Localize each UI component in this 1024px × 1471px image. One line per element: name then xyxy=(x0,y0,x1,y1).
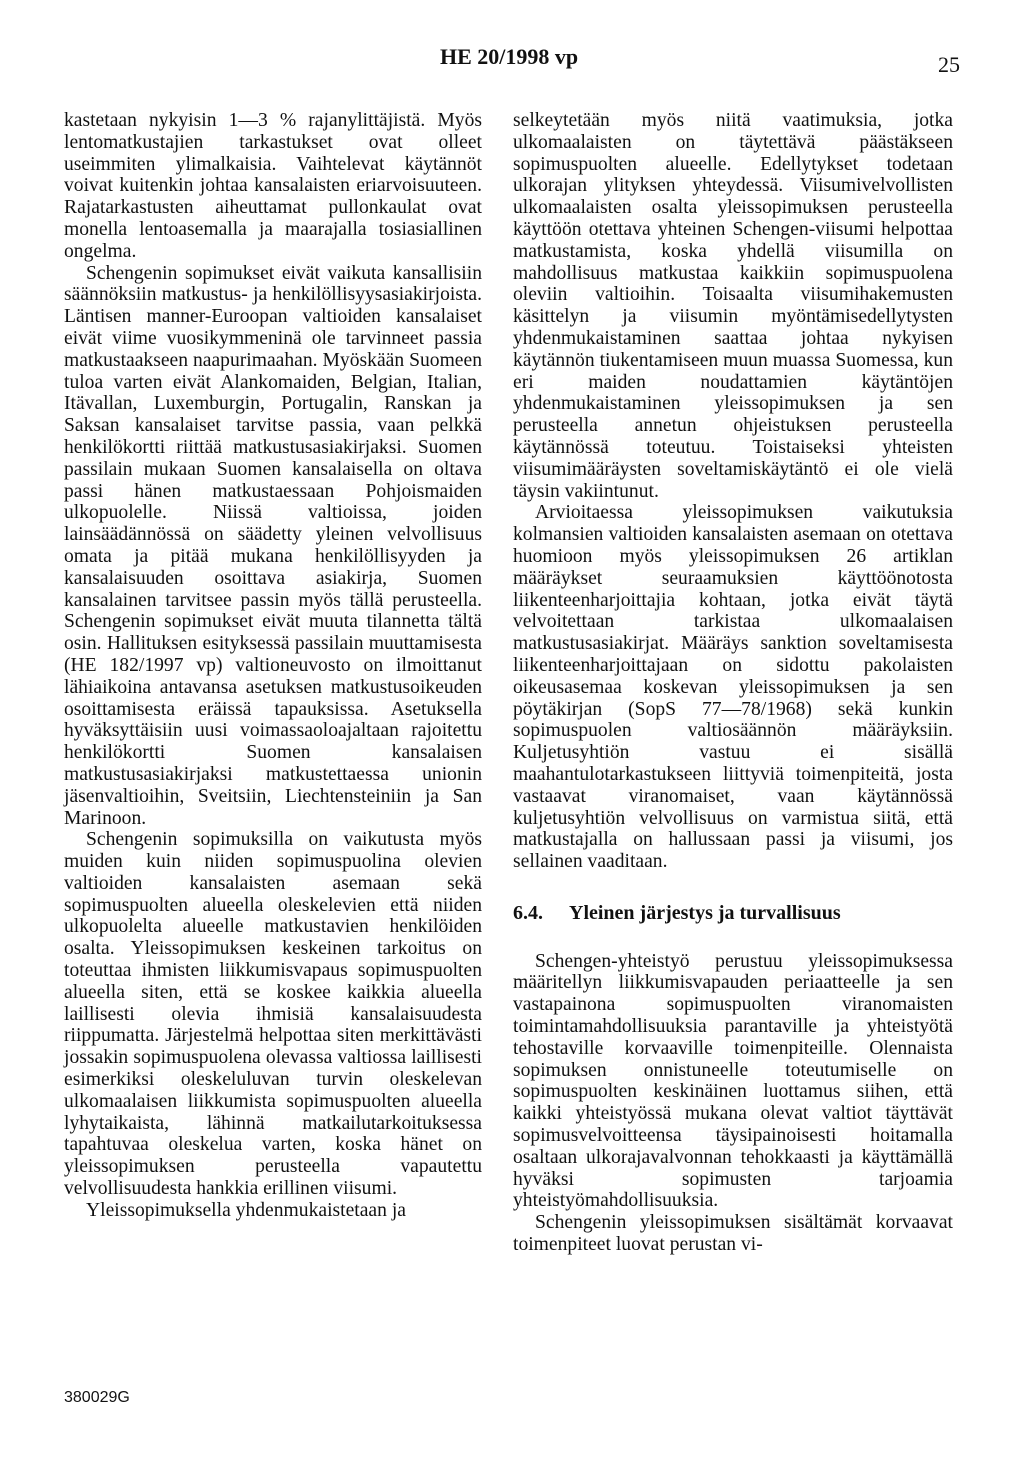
paragraph: Schengen-yhteistyö perustuu yleissopimuksessa määritellyn liikkumisvapauden periaatteelle ja sen vastapainona sopimuspuolten viranomaisten toimintamahdollisuuksia parantaville ja yhteistyötä tehostaville korvaaville toimenpiteille. Olennaista sopimuksen onnistuneelle toteutumiselle on sopimuspuolten keskinäinen luottamus siihen, että kaikki yhteistyössä mukana olevat valtiot täyttävät sopimusvelvoitteensa täysipainoisesti hoitamalla osaltaan ulkorajavalvonnan tehokkaasti ja käyttämällä hyväksi sopimusten tarjoamia yhteistyömahdollisuuksia. xyxy=(513,950,953,1212)
paragraph: Schengenin sopimukset eivät vaikuta kansallisiin säännöksiin matkustus- ja henkilöllisyysasiakirjoista. Läntisen manner-Euroopan valtioiden kansalaiset eivät viime vuosikymmeninä ole tarvinneet passia matkustaakseen naapurimaahan. Myöskään Suomeen tuloa varten eivät Alankomaiden, Belgian, Italian, Itävallan, Luxemburgin, Portugalin, Ranskan ja Saksan kansalaiset tarvitse passia, vaan pelkkä henkilökortti riittää matkustusasiakirjaksi. Suomen passilain mukaan Suomen kansalaisella on oltava passi hänen matkustaessaan Pohjoismaiden ulkopuolelle. Niissä valtioissa, joiden lainsäädännössä on säädetty yleinen velvollisuus omata ja pitää mukana henkilöllisyyden ja kansalaisuuden osoittava asiakirja, Suomen kansalainen tarvitsee passin myös tällä perusteella. Schengenin sopimukset eivät muuta tilannetta tältä osin. Hallituksen esityksessä passilain muuttamisesta (HE 182/1997 vp) valtioneuvosto on ilmoittanut lähiaikoina antavansa asetuksen matkustusoikeuden osoittamisesta eräissä tapauksissa. Asetuksella hyväksyttäisiin uusi voimassaoloajaltaan rajoitettu henkilökortti Suomen kansalaisen matkustusasiakirjaksi matkustettaessa unionin jäsenvaltioihin, Sveitsiin, Liechtensteiniin ja San Marinoon. xyxy=(64,262,482,829)
left-column xyxy=(64,110,482,1222)
document-header: HE 20/1998 vp xyxy=(440,44,579,69)
paragraph: Schengenin yleissopimuksen sisältämät korvaavat toimenpiteet luovat perustan vi- xyxy=(513,1212,953,1256)
document-code: 380029G xyxy=(64,1389,130,1406)
paragraph: Schengenin sopimuksilla on vaikutusta myös muiden kuin niiden sopimuspuolina olevien valtioiden kansalaisten asemaan sekä sopimuspuolten alueella oleskelevien että niiden ulkopuolelta alueelle matkustavien henkilöiden osalta. Yleissopimuksen keskeinen tarkoitus on toteuttaa ihmisten liikkumisvapaus sopimuspuolten alueella siten, että se koskee kaikkia alueella laillisesti olevia ihmisiä kansalaisuudesta riippumatta. Järjestelmä helpottaa siten merkittävästi jossakin sopimuspuolena olevassa valtiossa laillisesti esimerkiksi oleskeluluvan turvin oleskelevan ulkomaalaisen liikkumista sopimuspuolten alueella lyhytaikaista, lähinnä matkailutarkoituksessa tapahtuvaa oleskelua varten, koska hänet on yleissopimuksen perusteella vapautettu velvollisuudesta hankkia erillinen viisumi. xyxy=(64,829,482,1200)
section-title: Yleinen järjestys ja turvallisuus xyxy=(569,901,841,924)
section-heading xyxy=(513,903,953,925)
page-number: 25 xyxy=(938,52,960,77)
right-column xyxy=(513,110,953,1256)
paragraph: kastetaan nykyisin 1—3 % rajanylittäjistä. Myös lentomatkustajien tarkastukset ovat olleet useimmiten ylimalkaisia. Vaihtelevat käytännöt voivat kuitenkin johtaa kansalaisten eriarvoisuuteen. Rajatarkastusten aiheuttamat pullonkaulat ovat monella lentoasemalla ja maarajalla tosiasiallinen ongelma. xyxy=(64,110,482,262)
paragraph: Yleissopimuksella yhdenmukaistetaan ja xyxy=(86,1199,406,1221)
section-number: 6.4. xyxy=(513,901,543,924)
paragraph: Arvioitaessa yleissopimuksen vaikutuksia kolmansien valtioiden kansalaisten asemaan on otettava huomioon myös yleissopimuksen 26 artiklan määräykset seuraamuksien käyttöönotosta liikenteenharjoittajia kohtaan, jotka eivät täytä velvoitettaan tarkistaa ulkomaalaisen matkustusasiakirjat. Määräys sanktion soveltamisesta liikenteenharjoittajaan on sidottu pakolaisten oikeusasemaa koskevan yleissopimuksen ja sen pöytäkirjan (SopS 77—78/1968) sekä kunkin sopimuspuolen valtiosäännön määräyksiin. Kuljetusyhtiön vastuu ei sisällä maahantulotarkastukseen liittyviä toimenpiteitä, josta vastaavat viranomaiset, vaan käytännössä kuljetusyhtiön velvollisuus on varmistua siitä, että matkustajalla on hallussaan passi ja viisumi, jos sellainen vaaditaan. xyxy=(513,502,953,873)
paragraph: selkeytetään myös niitä vaatimuksia, jotka ulkomaalaisten on täytettävä päästäkseen sopimuspuolten alueelle. Edellytykset todetaan ulkorajan ylityksen yhteydessä. Viisumivelvollisten ulkomaalaisten osalta yleissopimuksen perusteella käyttöön otettava yhteinen Schengen-viisumi helpottaa matkustamista, koska yhdellä viisumilla on mahdollisuus matkustaa kaikkiin sopimuspuolena oleviin valtioihin. Toisaalta viisumihakemusten käsittelyn ja viisumin myöntämisedellytysten yhdenmukaistaminen saattaa johtaa nykyisen käytännön tiukentamiseen muun muassa Suomessa, kun eri maiden noudattamien käytäntöjen yhdenmukaistaminen yleissopimuksen ja sen perusteella annetun ohjeistuksen perusteella käytännössä toteutuu. Toistaiseksi yhteisten viisumimääräysten soveltamiskäytäntö ei ole vielä täysin vakiintunut. xyxy=(513,110,953,502)
